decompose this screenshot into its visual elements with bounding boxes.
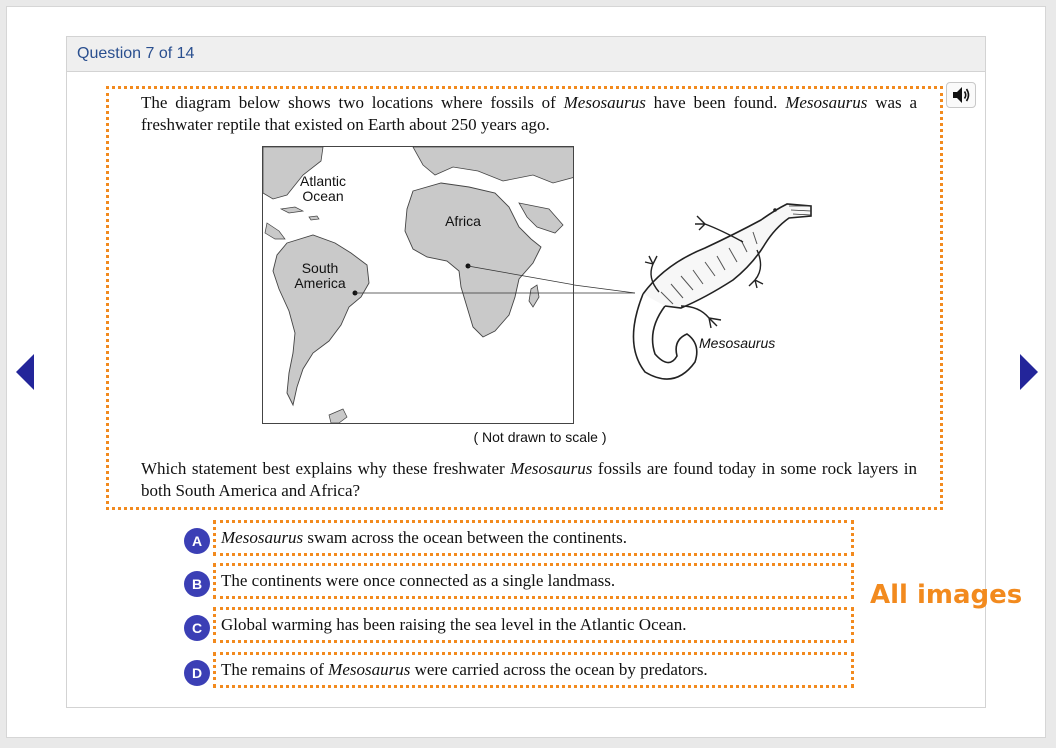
answer-option-c[interactable] xyxy=(184,607,856,643)
option-text: Mesosaurus swam across the ocean between the continents. xyxy=(221,528,628,547)
map-label-atlantic: Atlantic Ocean xyxy=(300,173,346,204)
option-text: Global warming has been raising the sea level in the Atlantic Ocean. xyxy=(221,615,687,634)
question-header xyxy=(67,37,985,72)
option-text: The remains of Mesosaurus were carried across the ocean by predators. xyxy=(221,660,708,679)
option-text-box[interactable] xyxy=(213,520,854,556)
fossil-map-figure xyxy=(255,142,815,452)
text-to-speech-button[interactable] xyxy=(946,82,976,108)
answer-option-a[interactable] xyxy=(184,520,856,556)
speaker-icon xyxy=(947,83,975,107)
triangle-right-icon xyxy=(1020,354,1038,390)
map-label-africa: Africa xyxy=(445,213,481,229)
triangle-left-icon xyxy=(16,354,34,390)
option-letter-badge: D xyxy=(184,660,210,686)
option-text-box[interactable] xyxy=(213,607,854,643)
animal-label: Mesosaurus xyxy=(699,335,776,351)
option-text-box[interactable] xyxy=(213,652,854,688)
option-text: The continents were once connected as a single landmass. xyxy=(221,571,616,590)
stem-intro-text: The diagram below shows two locations where fossils of Mesosaurus have been found. Mesosaurus was a freshwater reptile that existed on Earth about 250 years ago. xyxy=(141,93,918,134)
option-text-box[interactable] xyxy=(213,563,854,599)
answer-option-d[interactable] xyxy=(184,652,856,688)
stem-question-text: Which statement best explains why these freshwater Mesosaurus fossils are found today in some rock layers in both South America and Africa? xyxy=(141,459,918,500)
map-label-south-america: South America xyxy=(294,260,346,291)
figure-caption: ( Not drawn to scale ) xyxy=(473,429,607,445)
answer-option-b[interactable] xyxy=(184,563,856,599)
all-images-watermark: All images xyxy=(870,580,1023,610)
option-letter-badge: A xyxy=(184,528,210,554)
question-counter: Question 7 of 14 xyxy=(77,45,195,62)
next-question-button[interactable] xyxy=(1018,354,1038,390)
previous-question-button[interactable] xyxy=(16,354,36,390)
mesosaurus-illustration xyxy=(625,194,825,384)
option-letter-badge: B xyxy=(184,571,210,597)
option-letter-badge: C xyxy=(184,615,210,641)
